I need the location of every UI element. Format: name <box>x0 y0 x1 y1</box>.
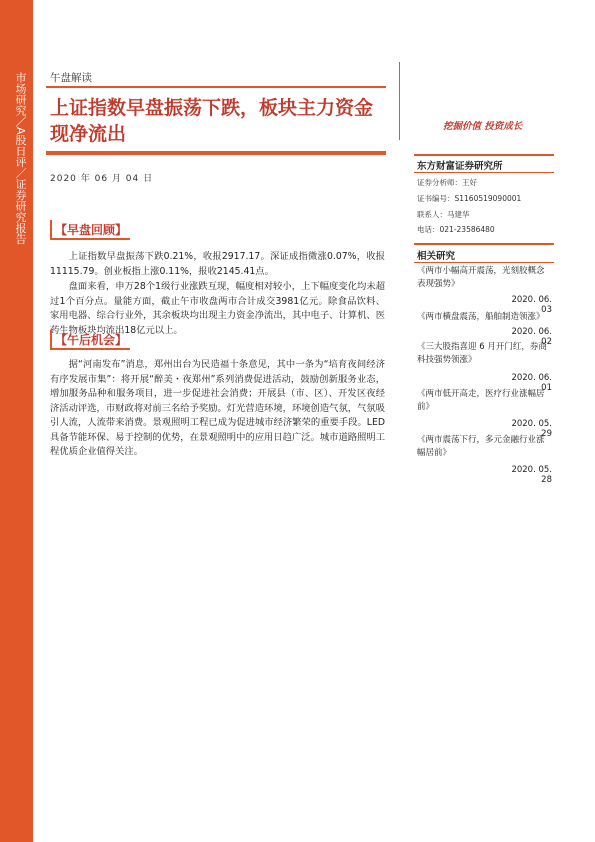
institute-name: 东方财富证券研究所 <box>417 161 503 172</box>
related-research-link[interactable]: 《三大股指喜迎 6 月开门红，券商科技强势领涨》 <box>417 342 547 365</box>
related-research-date: 2020. 06. 01 <box>511 373 552 393</box>
related-research-link[interactable]: 《两市震荡下行，多元金融行业涨幅居前》 <box>417 435 545 458</box>
section-heading-opportunity: 【午后机会】 <box>50 330 130 350</box>
header-divider <box>46 86 386 88</box>
related-research-date: 2020. 06. 02 <box>511 327 552 347</box>
review-paragraph-2: 盘面来看，申万28个1级行业涨跌互现，幅度相对较小，上下幅度变化均未超过1个百分点。量能方面，截止午市收盘两市合计成交3981亿元。除食品饮料、家用电器、综合行业外，其余板块均出现主力资金净流出，其中电子、计算机、医药生物板块均流出18亿元以上。 <box>50 281 385 336</box>
analyst-name: 证券分析师：王好 <box>417 178 477 187</box>
related-research-date: 2020. 06. 03 <box>511 295 552 315</box>
contact-phone: 电话：021-23586480 <box>417 225 495 234</box>
report-type-label: 午盘解读 <box>50 72 92 84</box>
related-research-link[interactable]: 《两市横盘震荡，船舶制造领涨》 <box>417 312 545 322</box>
section-heading-review: 【早盘回顾】 <box>50 220 130 240</box>
related-research-link[interactable]: 《两市低开高走，医疗行业涨幅居前》 <box>417 389 545 412</box>
side-divider <box>414 172 554 173</box>
title-divider <box>46 151 386 155</box>
related-research-heading: 相关研究 <box>417 251 456 262</box>
related-research-date: 2020. 05. 29 <box>511 419 552 439</box>
side-divider <box>414 154 554 156</box>
related-research-link[interactable]: 《两市小幅高开震荡，光刻胶概念表现强势》 <box>417 266 545 289</box>
review-paragraph-1: 上证指数早盘振荡下跌0.21%，收报2917.17。深证成指微涨0.07%，收报11115.79。创业板指上涨0.11%，报收2145.41点。 <box>50 251 385 277</box>
page-title: 上证指数早盘振荡下跌，板块主力资金现净流出 <box>50 97 374 145</box>
contact-person: 联系人：马建华 <box>417 210 470 219</box>
report-date: 2020 年 06 月 04 日 <box>50 174 154 184</box>
license-number: 证书编号：S1160519090001 <box>417 194 522 203</box>
side-divider <box>414 262 554 263</box>
slogan: 挖掘价值 投资成长 <box>443 121 523 132</box>
side-divider <box>414 243 554 245</box>
vertical-category-label: 市场研究／A股日评／证券研究报告 <box>14 72 27 245</box>
related-research-date: 2020. 05. 28 <box>511 465 552 485</box>
vertical-divider <box>399 62 400 140</box>
opportunity-paragraph-1: 据“河南发布”消息，郑州出台为民造福十条意见，其中一条为“培育夜间经济有序发展市集”：将开展“醉美・夜郑州”系列消费促进活动，鼓励创新服务业态，增加服务品种和服务项目，进一步促进社会消费；开展县（市、区）、开发区夜经济活动评选，市财政将对前三名给予奖励。灯光营造环境，环境创造气氛，气氛吸引人流，人流带来消费。景观照明工程已成为促进城市经济繁荣的重要手段。LED具备节能环保、易于控制的优势，在景观照明中的应用日趋广泛。城市道路照明工程优质企业值得关注。 <box>50 359 385 457</box>
